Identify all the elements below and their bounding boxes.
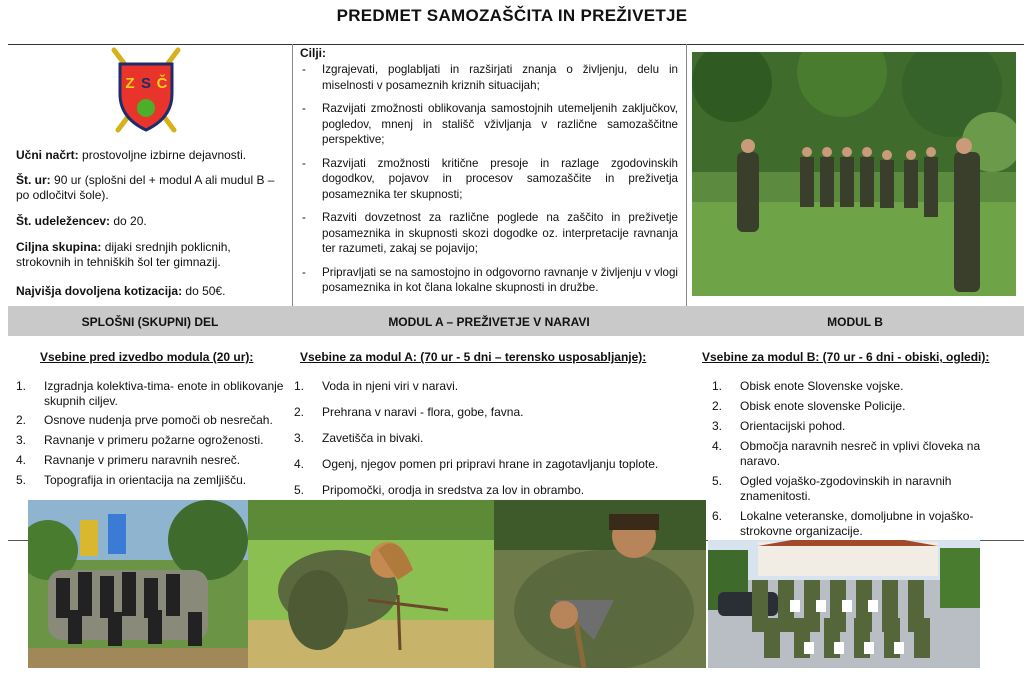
uniform-group-photo: [708, 540, 980, 668]
modul-a-list: [294, 379, 684, 498]
modul-b-list: [712, 379, 1002, 539]
info-udelezenci: Št. udeležencev: do 20.: [16, 214, 147, 228]
list-item: 4. Območja naravnih nesreč in vplivi človeka na naravo.: [712, 439, 981, 468]
info-ciljna-skupina: Ciljna skupina: dijaki srednjih poklicnih, strokovnih in tehniških šol ter gimnazij.: [16, 240, 231, 269]
boy-tool-photo: [494, 500, 706, 668]
list-item: 2. Obisk enote slovenske Policije.: [712, 399, 906, 413]
info-st-ur: Št. ur: 90 ur (splošni del + modul A ali mudul B – po odločitvi šole).: [16, 173, 275, 202]
list-item: 1. Voda in njeni viri v naravi.: [294, 379, 459, 393]
info-kotizacija: Najvišja dovoljena kotizacija: do 50€.: [16, 284, 226, 298]
splosni-subheading: Vsebine pred izvedbo modula (20 ur):: [40, 350, 254, 364]
list-item: 6. Lokalne veteranske, domoljubne in vojaško-strokovne organizacije.: [712, 509, 974, 538]
list-item: 1. Obisk enote Slovenske vojske.: [712, 379, 904, 393]
list-item: 2. Prehrana v naravi - flora, gobe, favna.: [294, 405, 524, 419]
list-item: 1. Izgradnja kolektiva-tima- enote in oblikovanje skupnih ciljev.: [16, 379, 284, 408]
list-item: 5. Ogled vojaško-zgodovinskih in naravnih znamenitosti.: [712, 474, 952, 503]
modul-a-subheading: Vsebine za modul A: (70 ur - 5 dni – terensko usposabljanje):: [300, 350, 647, 364]
list-item: 2. Osnove nudenja prve pomoči ob nesrečah.: [16, 413, 273, 427]
shield-logo: [108, 46, 184, 136]
page-title: PREDMET SAMOZAŠČITA IN PREŽIVETJE: [336, 6, 688, 25]
goal-item: - Razvijati zmožnosti oblikovanja samostojnih utemeljenih zaključkov, pogledov, mnenj in stališč vživljanja v različne samozaščitne perspektive;: [300, 101, 678, 148]
list-item: 3. Ravnanje v primeru požarne ogroženosti.: [16, 433, 264, 447]
group-rocks-photo: [28, 500, 248, 668]
column-divider-left: [292, 44, 293, 306]
splosni-list: [16, 379, 288, 488]
column-divider-right: [686, 44, 687, 306]
logo-letter-z: Z: [125, 75, 135, 92]
logo-letter-c: Č: [156, 75, 168, 92]
section-header-splosni: SPLOŠNI (SKUPNI) DEL: [81, 315, 219, 329]
forest-group-photo: [692, 52, 1016, 296]
goal-item: - Razviti dovzetnost za različne poglede na zaščito in preživetje posameznika in skupnosti skozi dogodke oz. interpretacije ravnanja ter razumeti, zakaj se pojavijo;: [300, 210, 678, 257]
goal-item: - Razvijati zmožnosti kritične presoje in razlage zgodovinskih dogodkov, pojavov in procesov samozaščite in preživetja posameznika ter skupnosti;: [300, 156, 678, 203]
modul-b-subheading: Vsebine za modul B: (70 ur - 6 dni - obiski, ogledi):: [702, 350, 990, 364]
list-item: 4. Ogenj, njegov pomen pri pripravi hrane in zagotavljanju toplote.: [294, 457, 659, 471]
list-item: 4. Ravnanje v primeru naravnih nesreč.: [16, 453, 241, 467]
logo-letter-s: S: [140, 75, 152, 92]
section-header-modul-a: MODUL A – PREŽIVETJE V NARAVI: [388, 315, 590, 329]
goal-item: - Pripravljati se na samostojno in odgovorno ravnanje v življenju v vlogi posameznika in kot člana lokalne skupnosti in družbe.: [300, 265, 678, 296]
list-item: 3. Zavetišča in bivaki.: [294, 431, 424, 445]
top-divider: [8, 44, 1024, 45]
section-header-modul-b: MODUL B: [827, 315, 883, 329]
list-item: 5. Topografija in orientacija na zemljišču.: [16, 473, 247, 487]
goal-item: - Izgrajevati, poglabljati in razširjati znanja o življenju, delu in miselnosti v posameznih kriznih situacijah;: [300, 62, 678, 93]
goals-heading: Cilji:: [300, 46, 326, 60]
girl-camo-photo: [248, 500, 494, 668]
list-item: 3. Orientacijski pohod.: [712, 419, 846, 433]
list-item: 5. Pripomočki, orodja in sredstva za lov in obrambo.: [294, 483, 585, 497]
info-ucni-nacrt: Učni načrt: prostovoljne izbirne dejavnosti.: [16, 148, 247, 162]
goals-list: [300, 62, 678, 304]
